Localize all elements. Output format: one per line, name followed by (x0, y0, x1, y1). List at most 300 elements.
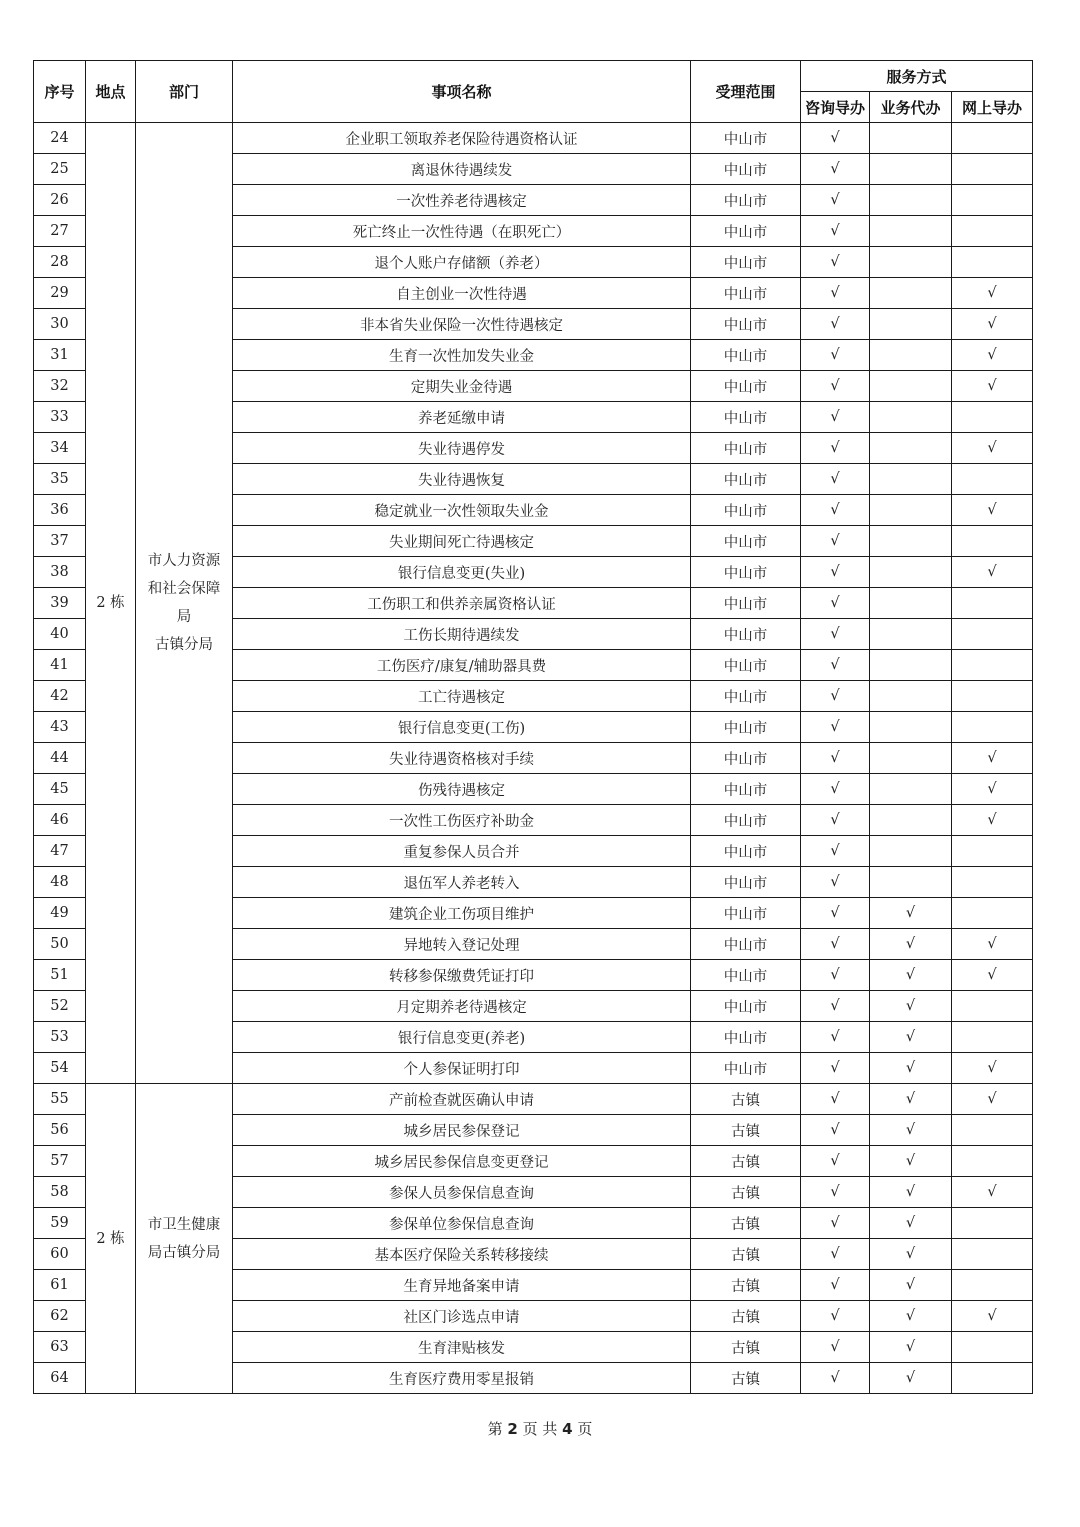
row-scope: 中山市 (691, 495, 801, 526)
check-mark-icon: √ (830, 1370, 840, 1386)
row-agent-cell (870, 991, 952, 1022)
row-online-cell (952, 898, 1033, 929)
row-seq: 42 (34, 681, 86, 712)
row-online-cell (952, 1239, 1033, 1270)
row-item-name: 稳定就业一次性领取失业金 (233, 495, 691, 526)
department-line: 古镇分局 (155, 637, 213, 653)
row-scope: 中山市 (691, 1022, 801, 1053)
row-item-name: 社区门诊选点申请 (233, 1301, 691, 1332)
row-seq: 30 (34, 309, 86, 340)
row-scope: 中山市 (691, 1053, 801, 1084)
row-consult-cell (801, 991, 870, 1022)
header-service-mode: 服务方式 (801, 61, 1033, 92)
row-agent-cell (870, 371, 952, 402)
row-agent-cell (870, 1363, 952, 1394)
row-agent-cell (870, 681, 952, 712)
row-scope: 中山市 (691, 619, 801, 650)
row-item-name: 建筑企业工伤项目维护 (233, 898, 691, 929)
check-mark-icon: √ (987, 1184, 997, 1200)
row-scope: 中山市 (691, 278, 801, 309)
row-seq: 34 (34, 433, 86, 464)
row-agent-cell (870, 1022, 952, 1053)
row-consult-cell (801, 836, 870, 867)
row-scope: 中山市 (691, 991, 801, 1022)
row-agent-cell (870, 1053, 952, 1084)
row-seq: 61 (34, 1270, 86, 1301)
row-seq: 59 (34, 1208, 86, 1239)
check-mark-icon: √ (830, 254, 840, 270)
footer-page-number: 2 (507, 1420, 518, 1438)
row-seq: 57 (34, 1146, 86, 1177)
footer-suffix: 页 (577, 1420, 593, 1438)
row-consult-cell (801, 743, 870, 774)
row-agent-cell (870, 929, 952, 960)
row-online-cell (952, 247, 1033, 278)
row-consult-cell (801, 1208, 870, 1239)
row-seq: 39 (34, 588, 86, 619)
group-department (136, 1084, 233, 1394)
check-mark-icon: √ (830, 967, 840, 983)
row-seq: 55 (34, 1084, 86, 1115)
row-item-name: 产前检查就医确认申请 (233, 1084, 691, 1115)
check-mark-icon: √ (830, 1122, 840, 1138)
row-item-name: 非本省失业保险一次性待遇核定 (233, 309, 691, 340)
row-agent-cell (870, 1301, 952, 1332)
row-agent-cell (870, 247, 952, 278)
check-mark-icon: √ (905, 1029, 916, 1045)
row-scope: 古镇 (691, 1146, 801, 1177)
row-seq: 49 (34, 898, 86, 929)
row-agent-cell (870, 402, 952, 433)
row-seq: 48 (34, 867, 86, 898)
header-online: 网上导办 (952, 92, 1033, 123)
table-body (34, 123, 1033, 1394)
row-online-cell (952, 929, 1033, 960)
check-mark-icon: √ (987, 316, 997, 332)
row-seq: 28 (34, 247, 86, 278)
row-online-cell (952, 340, 1033, 371)
row-item-name: 企业职工领取养老保险待遇资格认证 (233, 123, 691, 154)
row-agent-cell (870, 898, 952, 929)
row-scope: 中山市 (691, 402, 801, 433)
row-seq: 40 (34, 619, 86, 650)
row-agent-cell (870, 1270, 952, 1301)
row-seq: 35 (34, 464, 86, 495)
check-mark-icon: √ (830, 1153, 840, 1169)
row-item-name: 生育异地备案申请 (233, 1270, 691, 1301)
row-item-name: 工伤长期待遇续发 (233, 619, 691, 650)
check-mark-icon: √ (830, 440, 840, 456)
header-consult: 咨询导办 (801, 92, 870, 123)
check-mark-icon: √ (987, 812, 997, 828)
row-consult-cell (801, 495, 870, 526)
department-line: 局 (176, 609, 192, 625)
row-online-cell (952, 185, 1033, 216)
check-mark-icon: √ (905, 905, 916, 921)
row-online-cell (952, 464, 1033, 495)
row-scope: 古镇 (691, 1177, 801, 1208)
row-agent-cell (870, 216, 952, 247)
footer-prefix: 第 (487, 1420, 503, 1438)
row-item-name: 失业待遇恢复 (233, 464, 691, 495)
row-item-name: 失业待遇停发 (233, 433, 691, 464)
row-online-cell (952, 1053, 1033, 1084)
header-item-name: 事项名称 (233, 61, 691, 123)
row-consult-cell (801, 526, 870, 557)
check-mark-icon: √ (830, 1339, 840, 1355)
row-seq: 50 (34, 929, 86, 960)
row-consult-cell (801, 1053, 870, 1084)
check-mark-icon: √ (830, 285, 840, 301)
check-mark-icon: √ (905, 936, 916, 952)
check-mark-icon: √ (830, 1029, 840, 1045)
check-mark-icon: √ (830, 192, 840, 208)
check-mark-icon: √ (830, 347, 840, 363)
row-seq: 47 (34, 836, 86, 867)
group-location: 2 栋 (86, 1084, 136, 1394)
row-online-cell (952, 650, 1033, 681)
row-seq: 64 (34, 1363, 86, 1394)
row-item-name: 定期失业金待遇 (233, 371, 691, 402)
row-scope: 中山市 (691, 247, 801, 278)
row-online-cell (952, 154, 1033, 185)
check-mark-icon: √ (905, 1215, 916, 1231)
department-line: 市卫生健康 (147, 1216, 221, 1233)
row-seq: 33 (34, 402, 86, 433)
row-item-name: 基本医疗保险关系转移接续 (233, 1239, 691, 1270)
check-mark-icon: √ (830, 378, 840, 394)
row-online-cell (952, 836, 1033, 867)
row-online-cell (952, 557, 1033, 588)
row-seq: 43 (34, 712, 86, 743)
check-mark-icon: √ (905, 1153, 916, 1169)
row-consult-cell (801, 588, 870, 619)
row-consult-cell (801, 929, 870, 960)
row-seq: 31 (34, 340, 86, 371)
check-mark-icon: √ (830, 316, 840, 332)
footer-middle: 页 共 (522, 1420, 558, 1438)
row-seq: 32 (34, 371, 86, 402)
check-mark-icon: √ (987, 1308, 997, 1324)
row-online-cell (952, 495, 1033, 526)
row-item-name: 死亡终止一次性待遇（在职死亡） (233, 216, 691, 247)
row-item-name: 银行信息变更(工伤) (233, 712, 691, 743)
row-scope: 中山市 (691, 464, 801, 495)
check-mark-icon: √ (905, 967, 916, 983)
row-online-cell (952, 712, 1033, 743)
row-scope: 中山市 (691, 650, 801, 681)
row-seq: 60 (34, 1239, 86, 1270)
row-scope: 古镇 (691, 1115, 801, 1146)
row-consult-cell (801, 712, 870, 743)
check-mark-icon: √ (830, 657, 840, 673)
check-mark-icon: √ (830, 781, 840, 797)
row-consult-cell (801, 1363, 870, 1394)
row-consult-cell (801, 278, 870, 309)
row-item-name: 退个人账户存储额（养老） (233, 247, 691, 278)
row-agent-cell (870, 1146, 952, 1177)
row-item-name: 工伤医疗/康复/辅助器具费 (233, 650, 691, 681)
check-mark-icon: √ (905, 1091, 916, 1107)
row-item-name: 城乡居民参保登记 (233, 1115, 691, 1146)
row-scope: 中山市 (691, 929, 801, 960)
check-mark-icon: √ (905, 1308, 916, 1324)
row-seq: 29 (34, 278, 86, 309)
check-mark-icon: √ (830, 905, 840, 921)
check-mark-icon: √ (905, 1060, 916, 1076)
row-agent-cell (870, 309, 952, 340)
header-seq: 序号 (34, 61, 86, 123)
row-seq: 38 (34, 557, 86, 588)
row-scope: 中山市 (691, 526, 801, 557)
check-mark-icon: √ (987, 936, 997, 952)
row-consult-cell (801, 433, 870, 464)
row-scope: 中山市 (691, 216, 801, 247)
row-seq: 56 (34, 1115, 86, 1146)
check-mark-icon: √ (830, 1308, 840, 1324)
row-item-name: 失业待遇资格核对手续 (233, 743, 691, 774)
check-mark-icon: √ (905, 1184, 916, 1200)
check-mark-icon: √ (830, 688, 840, 704)
check-mark-icon: √ (987, 781, 997, 797)
row-online-cell (952, 1270, 1033, 1301)
row-scope: 中山市 (691, 588, 801, 619)
row-consult-cell (801, 557, 870, 588)
row-consult-cell (801, 309, 870, 340)
row-agent-cell (870, 123, 952, 154)
department-line: 和社会保障 (147, 581, 221, 597)
row-online-cell (952, 526, 1033, 557)
row-online-cell (952, 1301, 1033, 1332)
row-seq: 53 (34, 1022, 86, 1053)
row-agent-cell (870, 1332, 952, 1363)
row-item-name: 自主创业一次性待遇 (233, 278, 691, 309)
row-seq: 58 (34, 1177, 86, 1208)
check-mark-icon: √ (987, 285, 997, 301)
row-seq: 37 (34, 526, 86, 557)
row-item-name: 生育一次性加发失业金 (233, 340, 691, 371)
row-agent-cell (870, 526, 952, 557)
row-scope: 中山市 (691, 960, 801, 991)
row-consult-cell (801, 1084, 870, 1115)
row-online-cell (952, 991, 1033, 1022)
check-mark-icon: √ (830, 564, 840, 580)
row-scope: 中山市 (691, 836, 801, 867)
check-mark-icon: √ (987, 1060, 997, 1076)
row-agent-cell (870, 464, 952, 495)
row-item-name: 个人参保证明打印 (233, 1053, 691, 1084)
table-row (34, 1084, 1033, 1115)
row-scope: 中山市 (691, 557, 801, 588)
row-online-cell (952, 588, 1033, 619)
row-consult-cell (801, 1146, 870, 1177)
row-scope: 中山市 (691, 743, 801, 774)
check-mark-icon: √ (830, 812, 840, 828)
row-agent-cell (870, 278, 952, 309)
row-seq: 24 (34, 123, 86, 154)
row-agent-cell (870, 1208, 952, 1239)
check-mark-icon: √ (987, 1091, 997, 1107)
row-agent-cell (870, 805, 952, 836)
check-mark-icon: √ (905, 1246, 916, 1262)
header-department: 部门 (136, 61, 233, 123)
check-mark-icon: √ (905, 1339, 916, 1355)
row-online-cell (952, 1363, 1033, 1394)
row-seq: 54 (34, 1053, 86, 1084)
row-online-cell (952, 1022, 1033, 1053)
row-consult-cell (801, 650, 870, 681)
row-seq: 45 (34, 774, 86, 805)
row-scope: 古镇 (691, 1363, 801, 1394)
row-item-name: 工伤职工和供养亲属资格认证 (233, 588, 691, 619)
check-mark-icon: √ (830, 409, 840, 425)
row-consult-cell (801, 1301, 870, 1332)
row-item-name: 城乡居民参保信息变更登记 (233, 1146, 691, 1177)
check-mark-icon: √ (830, 750, 840, 766)
row-consult-cell (801, 402, 870, 433)
check-mark-icon: √ (830, 502, 840, 518)
check-mark-icon: √ (830, 1277, 840, 1293)
check-mark-icon: √ (830, 626, 840, 642)
check-mark-icon: √ (987, 502, 997, 518)
check-mark-icon: √ (830, 1215, 840, 1231)
check-mark-icon: √ (830, 998, 840, 1014)
row-online-cell (952, 309, 1033, 340)
row-scope: 中山市 (691, 154, 801, 185)
check-mark-icon: √ (830, 533, 840, 549)
row-online-cell (952, 743, 1033, 774)
page-footer (0, 1418, 1080, 1439)
row-seq: 52 (34, 991, 86, 1022)
check-mark-icon: √ (830, 1060, 840, 1076)
row-item-name: 参保人员参保信息查询 (233, 1177, 691, 1208)
row-scope: 中山市 (691, 712, 801, 743)
row-consult-cell (801, 185, 870, 216)
row-seq: 44 (34, 743, 86, 774)
row-agent-cell (870, 650, 952, 681)
row-item-name: 生育医疗费用零星报销 (233, 1363, 691, 1394)
row-consult-cell (801, 1115, 870, 1146)
row-consult-cell (801, 464, 870, 495)
row-online-cell (952, 433, 1033, 464)
row-agent-cell (870, 433, 952, 464)
table-row (34, 123, 1033, 154)
row-scope: 中山市 (691, 185, 801, 216)
group-department (136, 123, 233, 1084)
row-consult-cell (801, 898, 870, 929)
row-consult-cell (801, 681, 870, 712)
check-mark-icon: √ (987, 347, 997, 363)
row-online-cell (952, 619, 1033, 650)
row-consult-cell (801, 216, 870, 247)
row-scope: 中山市 (691, 123, 801, 154)
row-agent-cell (870, 557, 952, 588)
row-online-cell (952, 216, 1033, 247)
header-scope: 受理范围 (691, 61, 801, 123)
row-seq: 46 (34, 805, 86, 836)
row-consult-cell (801, 371, 870, 402)
row-consult-cell (801, 123, 870, 154)
row-scope: 中山市 (691, 805, 801, 836)
department-line: 市人力资源 (147, 553, 221, 569)
row-agent-cell (870, 867, 952, 898)
row-item-name: 离退休待遇续发 (233, 154, 691, 185)
row-consult-cell (801, 1022, 870, 1053)
row-consult-cell (801, 1239, 870, 1270)
row-item-name: 一次性工伤医疗补助金 (233, 805, 691, 836)
row-consult-cell (801, 867, 870, 898)
row-seq: 26 (34, 185, 86, 216)
row-item-name: 生育津贴核发 (233, 1332, 691, 1363)
row-agent-cell (870, 1084, 952, 1115)
row-item-name: 银行信息变更(失业) (233, 557, 691, 588)
group-location: 2 栋 (86, 123, 136, 1084)
row-item-name: 工亡待遇核定 (233, 681, 691, 712)
row-online-cell (952, 402, 1033, 433)
check-mark-icon: √ (830, 223, 840, 239)
row-seq: 62 (34, 1301, 86, 1332)
row-online-cell (952, 774, 1033, 805)
check-mark-icon: √ (987, 564, 997, 580)
check-mark-icon: √ (830, 1246, 840, 1262)
row-consult-cell (801, 774, 870, 805)
row-seq: 41 (34, 650, 86, 681)
row-item-name: 重复参保人员合并 (233, 836, 691, 867)
row-online-cell (952, 681, 1033, 712)
row-scope: 古镇 (691, 1301, 801, 1332)
row-agent-cell (870, 588, 952, 619)
row-seq: 27 (34, 216, 86, 247)
row-scope: 中山市 (691, 340, 801, 371)
row-online-cell (952, 960, 1033, 991)
row-online-cell (952, 1115, 1033, 1146)
check-mark-icon: √ (905, 1122, 916, 1138)
row-agent-cell (870, 960, 952, 991)
check-mark-icon: √ (830, 1184, 840, 1200)
row-scope: 中山市 (691, 309, 801, 340)
row-scope: 古镇 (691, 1239, 801, 1270)
check-mark-icon: √ (987, 750, 997, 766)
check-mark-icon: √ (830, 874, 840, 890)
row-consult-cell (801, 340, 870, 371)
department-line: 局古镇分局 (147, 1244, 221, 1261)
services-table (33, 60, 1033, 1394)
row-item-name: 一次性养老待遇核定 (233, 185, 691, 216)
row-item-name: 伤残待遇核定 (233, 774, 691, 805)
row-scope: 古镇 (691, 1084, 801, 1115)
row-consult-cell (801, 247, 870, 278)
row-online-cell (952, 1084, 1033, 1115)
row-item-name: 退伍军人养老转入 (233, 867, 691, 898)
row-scope: 古镇 (691, 1208, 801, 1239)
table-header (34, 61, 1033, 123)
row-seq: 63 (34, 1332, 86, 1363)
row-scope: 古镇 (691, 1270, 801, 1301)
row-item-name: 养老延缴申请 (233, 402, 691, 433)
row-online-cell (952, 867, 1033, 898)
row-agent-cell (870, 340, 952, 371)
check-mark-icon: √ (830, 719, 840, 735)
row-item-name: 参保单位参保信息查询 (233, 1208, 691, 1239)
check-mark-icon: √ (830, 1091, 840, 1107)
check-mark-icon: √ (905, 1370, 916, 1386)
row-consult-cell (801, 1177, 870, 1208)
check-mark-icon: √ (830, 843, 840, 859)
row-seq: 36 (34, 495, 86, 526)
row-scope: 中山市 (691, 681, 801, 712)
row-agent-cell (870, 619, 952, 650)
row-online-cell (952, 1332, 1033, 1363)
